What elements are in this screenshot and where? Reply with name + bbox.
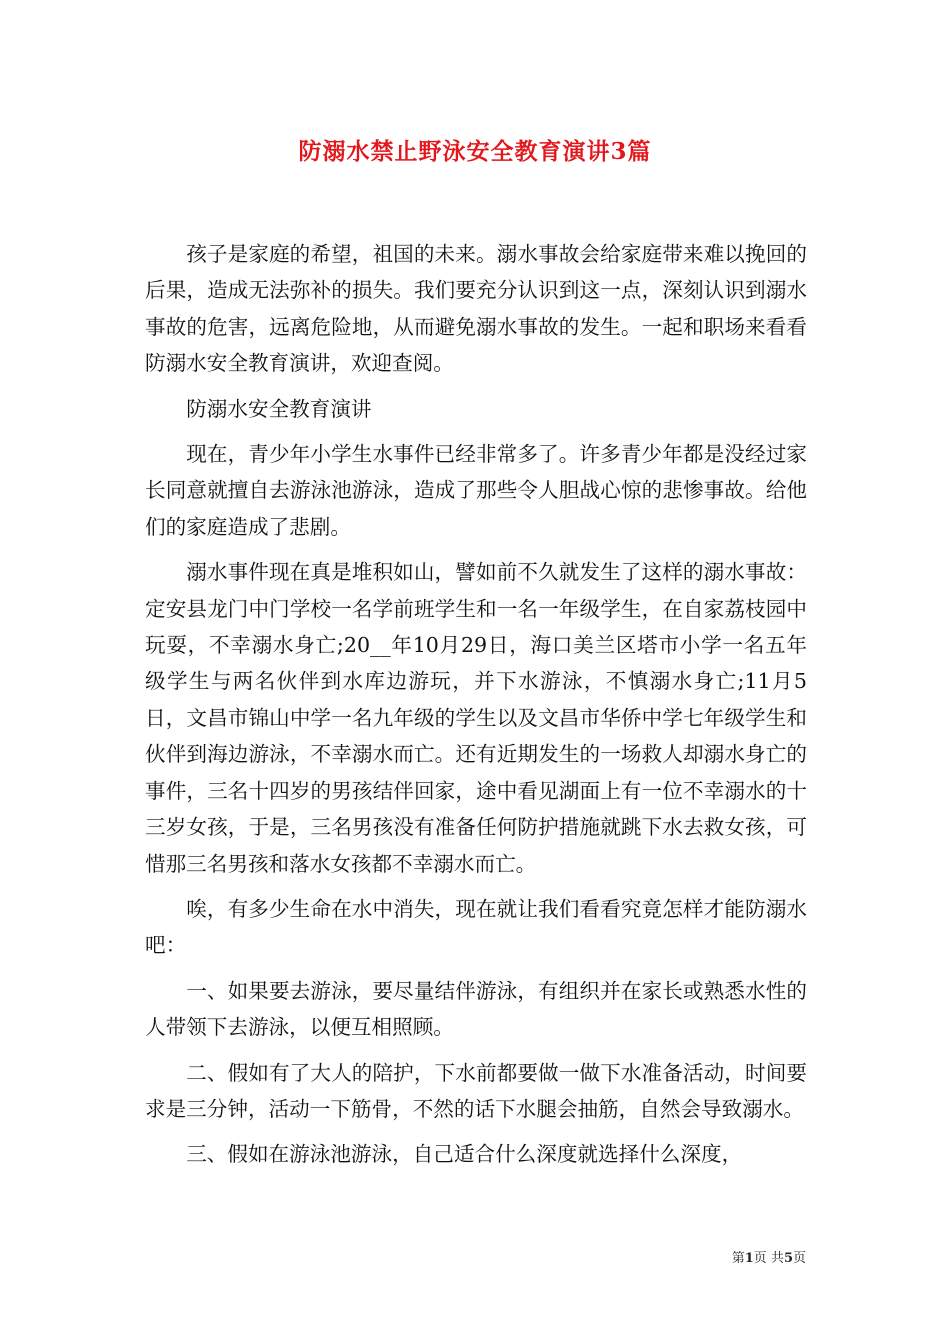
document-title: 防溺水禁止野泳安全教育演讲3篇 bbox=[298, 138, 652, 165]
page-footer bbox=[732, 1247, 806, 1266]
body-paragraph: 溺水事件现在真是堆积如山，譬如前不久就发生了这样的溺水事故：定安县龙门中门学校一名学前班学生和一名一年级学生，在自家荔枝园中玩耍，不幸溺水身亡;20__年10月29日，海口美兰区塔市小学一名五年级学生与两名伙伴到水库边游玩，并下水游泳，不慎溺水身亡;11月5日，文昌市锦山中学一名九年级的学生以及文昌市华侨中学七年级学生和伙伴到海边游泳，不幸溺水而亡。还有近期发生的一场救人却溺水身亡的事件，三名十四岁的男孩结伴回家，途中看见湖面上有一位不幸溺水的十三岁女孩，于是，三名男孩没有准备任何防护措施就跳下水去救女孩，可惜那三名男孩和落水女孩都不幸溺水而亡。 bbox=[145, 560, 807, 876]
footer-label-end: 页 bbox=[792, 1251, 806, 1266]
footer-label-of: 页 共 bbox=[753, 1251, 784, 1266]
intro-paragraph: 孩子是家庭的希望，祖国的未来。溺水事故会给家庭带来难以挽回的后果，造成无法弥补的损失。我们要充分认识到这一点，深刻认识到溺水事故的危害，远离危险地，从而避免溺水事故的发生。一起和职场来看看防溺水安全教育演讲，欢迎查阅。 bbox=[145, 242, 807, 376]
body-paragraph: 唉，有多少生命在水中消失，现在就让我们看看究竟怎样才能防溺水吧： bbox=[145, 896, 807, 958]
section-heading: 防溺水安全教育演讲 bbox=[186, 396, 372, 421]
document-body bbox=[145, 236, 807, 1182]
list-item-paragraph: 一、如果要去游泳，要尽量结伴游泳，有组织并在家长或熟悉水性的人带领下去游泳，以便互相照顾。 bbox=[145, 978, 807, 1040]
list-item-paragraph: 三、假如在游泳池游泳，自己适合什么深度就选择什么深度， bbox=[186, 1142, 743, 1167]
list-item-paragraph: 二、假如有了大人的陪护，下水前都要做一做下水准备活动，时间要求是三分钟，活动一下筋骨，不然的话下水腿会抽筋，自然会导致溺水。 bbox=[145, 1060, 807, 1121]
footer-label-page: 第 bbox=[731, 1251, 745, 1266]
footer-current-page: 1 bbox=[744, 1251, 754, 1266]
body-paragraph: 现在，青少年小学生水事件已经非常多了。许多青少年都是没经过家长同意就擅自去游泳池游泳，造成了那些令人胆战心惊的悲惨事故。给他们的家庭造成了悲剧。 bbox=[145, 442, 807, 539]
footer-total-pages: 5 bbox=[783, 1251, 793, 1266]
